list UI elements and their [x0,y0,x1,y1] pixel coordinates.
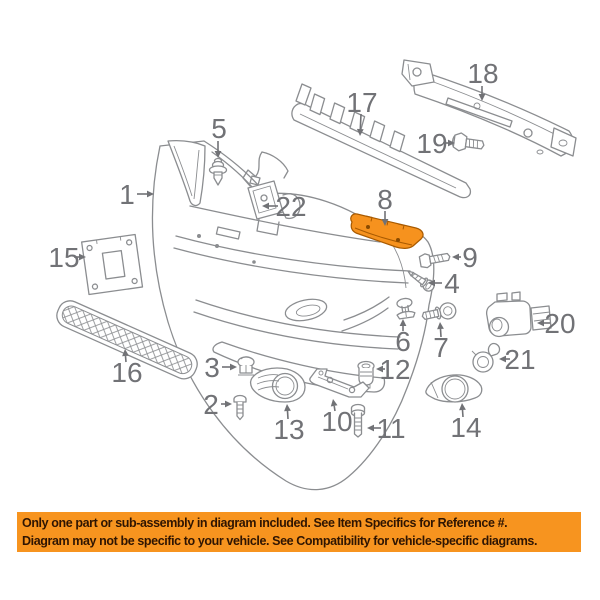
license-plate-bracket-part-15 [82,234,143,294]
part-number-8: 8 [377,184,393,215]
part-number-2: 2 [203,389,219,420]
part-number-17: 17 [346,87,378,118]
part-number-22: 22 [275,191,307,222]
disclaimer-line-2: Diagram may not be specific to your vehicle. See Compatibility for vehicle-specific diagrams. [22,534,538,548]
callout-14 [450,403,481,443]
part-number-16: 16 [111,357,143,388]
sensor-retainer-part-21 [472,344,500,372]
clip-part-3 [238,357,254,375]
fog-lamp-cover-part-14 [426,375,482,402]
disclaimer-banner [17,512,581,552]
part-number-10: 10 [321,406,353,437]
part-number-5: 5 [211,113,227,144]
callout-15 [48,242,86,273]
park-sensor-part-20 [487,292,551,337]
bolt-part-19 [451,132,485,154]
callout-7 [433,322,449,363]
part-number-11: 11 [376,413,406,444]
part-number-18: 18 [467,58,499,89]
part-number-7: 7 [433,332,449,363]
part-number-9: 9 [462,242,478,273]
part-number-20: 20 [544,308,576,339]
part-number-6: 6 [395,326,411,357]
part-number-4: 4 [444,268,460,299]
part-number-21: 21 [504,344,536,375]
callout-12 [376,354,411,385]
part-number-1: 1 [119,179,135,210]
part-number-13: 13 [273,414,305,445]
callout-21 [499,344,536,375]
part-number-12: 12 [379,354,411,385]
part-number-15: 15 [48,242,80,273]
part-number-14: 14 [450,412,482,443]
part-number-19: 19 [416,128,448,159]
part-number-3: 3 [204,352,220,383]
disclaimer-line-1: Only one part or sub-assembly in diagram included. See Item Specifics for Reference #. [22,516,508,530]
callout-1 [119,179,154,210]
callout-19 [416,128,455,159]
